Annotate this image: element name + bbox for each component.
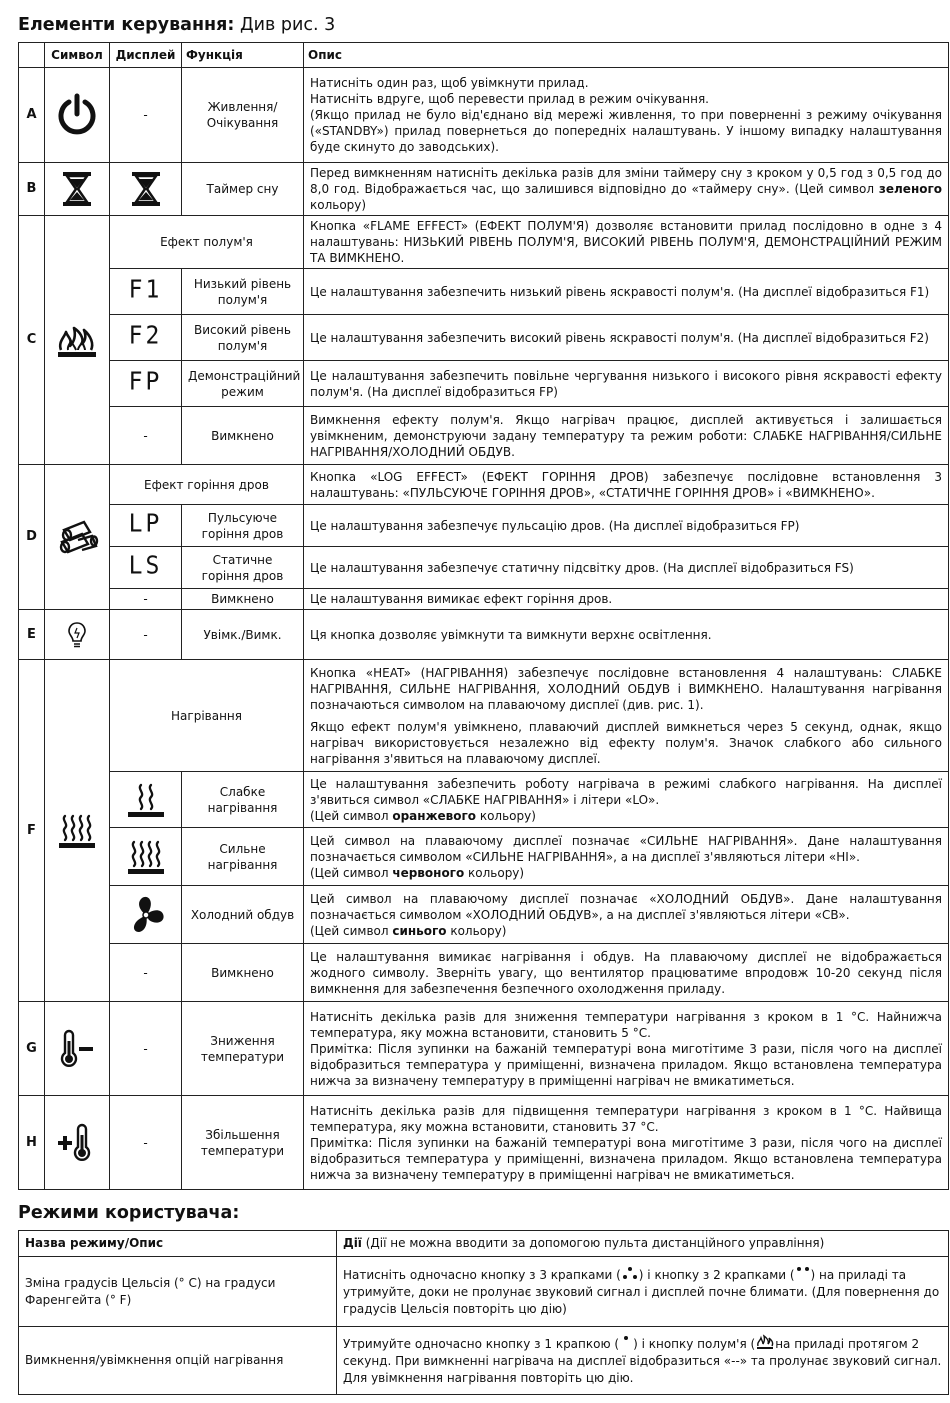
- display-cell: -: [110, 589, 182, 610]
- row-c-f2: [19, 315, 949, 361]
- modes-header-row: [19, 1231, 949, 1257]
- row-letter: F: [19, 660, 45, 1002]
- two-dots-icon: [795, 1265, 811, 1277]
- description-cell: Це налаштування забезпечить високий рівень яскравості полум'я. (На дисплеї відобразиться F2): [304, 315, 949, 361]
- desc-text: кольору): [464, 865, 525, 880]
- description-cell: Це налаштування забезпечить низький рівень яскравості полум'я. (На дисплеї відобразиться F1): [304, 269, 949, 315]
- display-cell: [110, 886, 182, 944]
- desc-line: Цей символ на плаваючому дисплеї позначає «СИЛЬНЕ НАГРІВАННЯ». Дане налаштування позначається символом «СИЛЬНЕ НАГРІВАННЯ», а на дисплеї з'являються літери «HI».: [310, 833, 942, 864]
- action-text: Натисніть одночасно кнопку з 3 крапками (: [343, 1268, 621, 1282]
- display-cell: [110, 772, 182, 828]
- description-cell: Ця кнопка дозволяє увімкнути та вимкнути верхнє освітлення.: [304, 610, 949, 660]
- description-cell: [304, 68, 949, 163]
- desc-text: кольору): [310, 198, 367, 212]
- description-cell: Кнопка «LOG EFFECT» (ЕФЕКТ ГОРІННЯ ДРОВ) забезпечує послідовне встановлення 3 налаштувань: «ПУЛЬСУЮЧЕ ГОРІННЯ ДРОВ», «СТАТИЧНЕ ГОРІННЯ ДРОВ» і «ВИМКНЕНО».: [304, 465, 949, 505]
- function-cell: Живлення/ Очікування: [182, 68, 304, 163]
- symbol-cell: [45, 610, 110, 660]
- row-letter: H: [19, 1096, 45, 1190]
- fan-icon: [126, 895, 166, 935]
- row-d-header: [19, 465, 949, 505]
- low-heat-icon: [124, 780, 168, 820]
- function-cell: Нагрівання: [110, 660, 304, 772]
- function-cell: Низький рівень полум'я: [182, 269, 304, 315]
- row-f-low: [19, 772, 949, 828]
- description-cell: Кнопка «FLAME EFFECT» (ЕФЕКТ ПОЛУМ'Я) дозволяє встановити прилад послідовно в одне з 4 налаштувань: НИЗЬКИЙ РІВЕНЬ ПОЛУМ'Я, ВИСОКИЙ РІВЕНЬ ПОЛУМ'Я, ДЕМОНСТРАЦІЙНИЙ РЕЖИМ ТА ВИМКНЕНО.: [304, 216, 949, 269]
- desc-text: (Цей символ: [310, 808, 393, 823]
- color-word-green: зеленого: [878, 182, 942, 196]
- symbol-cell: [45, 163, 110, 216]
- modes-header-name: Назва режиму/Опис: [19, 1231, 337, 1257]
- desc-line: Натисніть вдруге, щоб перевести прилад в режим очікування.: [310, 92, 709, 106]
- symbol-cell: [45, 660, 110, 1002]
- function-cell: Зниження температури: [182, 1002, 304, 1096]
- description-cell: [304, 886, 949, 944]
- desc-paragraph: Якщо ефект полум'я увімкнено, плаваючий дисплей вимкнеться через 5 секунд, однак, якщо нагрівач використовується незалежно від ефекту полум'я. Значок слабкого або сильного нагрівання з'явиться на плаваючому дисплеї.: [310, 719, 942, 766]
- row-h: [19, 1096, 949, 1190]
- function-cell: Статичне горіння дров: [182, 547, 304, 589]
- actions-note: (Дії не можна вводити за допомогою пульта дистанційного управління): [361, 1236, 825, 1250]
- color-word-red: червоного: [392, 865, 465, 880]
- controls-title-bold: Елементи керування:: [18, 15, 235, 35]
- desc-paragraph: Кнопка «HEAT» (НАГРІВАННЯ) забезпечує послідовне встановлення 4 налаштувань: СЛАБКЕ НАГРІВАННЯ, СИЛЬНЕ НАГРІВАННЯ, ХОЛОДНИЙ ОБДУВ і ВИМКНЕНО. Налаштування нагрівання позначаються символом на плаваючому дисплеї (див. рис. 1).: [310, 665, 942, 712]
- mode-name: Вимкнення/увімкнення опцій нагрівання: [19, 1327, 337, 1395]
- row-f-off: [19, 944, 949, 1002]
- row-d-off: [19, 589, 949, 610]
- desc-line: Це налаштування забезпечить роботу нагрівача в режимі слабкого нагрівання. На дисплеї з'явиться символ «СЛАБКЕ НАГРІВАННЯ» і літери «LO».: [310, 776, 942, 807]
- display-cell: [110, 547, 182, 589]
- symbol-cell: [45, 1002, 110, 1096]
- header-symbol: Символ: [45, 43, 110, 68]
- desc-text: кольору): [446, 923, 507, 938]
- modes-title: Режими користувача:: [18, 1203, 240, 1223]
- row-d-ls: [19, 547, 949, 589]
- action-text: ) і кнопку полум'я (: [633, 1337, 756, 1351]
- row-b: [19, 163, 949, 216]
- function-cell: Слабке нагрівання: [182, 772, 304, 828]
- symbol-cell: [45, 1096, 110, 1190]
- desc-text: (Цей символ: [310, 923, 393, 938]
- row-c-f1: [19, 269, 949, 315]
- row-e: [19, 610, 949, 660]
- row-letter: D: [19, 465, 45, 610]
- display-cell: [110, 361, 182, 407]
- controls-table: [18, 42, 949, 1190]
- description-cell: [304, 1002, 949, 1096]
- one-dot-icon: [619, 1334, 633, 1346]
- desc-text: кольору): [476, 808, 536, 823]
- row-f-cool: [19, 886, 949, 944]
- function-cell: Сильне нагрівання: [182, 828, 304, 886]
- symbol-cell: [45, 216, 110, 465]
- desc-line: [310, 808, 942, 824]
- row-letter: G: [19, 1002, 45, 1096]
- temperature-down-icon: [55, 1029, 99, 1069]
- row-letter: A: [19, 68, 45, 163]
- display-cell: -: [110, 944, 182, 1002]
- symbol-cell: [45, 465, 110, 610]
- function-cell: Пульсуюче горіння дров: [182, 505, 304, 547]
- row-f-header: [19, 660, 949, 772]
- controls-header-row: [19, 43, 949, 68]
- high-heat-icon: [124, 837, 168, 877]
- display-cell: [110, 163, 182, 216]
- function-cell: Ефект полум'я: [110, 216, 304, 269]
- display-cell: -: [110, 1096, 182, 1190]
- header-function: Функція: [182, 43, 304, 68]
- light-bulb-icon: [64, 620, 90, 650]
- temperature-up-icon: [55, 1123, 99, 1163]
- desc-line: Примітка: Після зупинки на бажаній температурі вона миготітиме 3 рази, після чого на дисплеї відобразиться температура у приміщенні, визначена приладом. Якщо встановлена температура нижча за визначену температуру в приміщенні нагрівач не вмикатиметься.: [310, 1041, 942, 1088]
- mode-name: Зміна градусів Цельсія (° С) на градуси Фаренгейта (° F): [19, 1257, 337, 1327]
- action-text: Утримуйте одночасно кнопку з 1 крапкою (: [343, 1337, 620, 1351]
- function-cell: Демонстраційний режим: [182, 361, 304, 407]
- hourglass-icon: [60, 170, 94, 208]
- desc-line: (Якщо прилад не було від'єднано від мережі живлення, то при поверненні з режиму очікування («STANDBY») прилад повернеться до попередніх налаштувань. У іншому випадку налаштування буде скинуто до заводських).: [310, 108, 942, 154]
- power-icon: [55, 93, 99, 137]
- description-cell: [304, 1096, 949, 1190]
- description-cell: Це налаштування вимикає нагрівання і обдув. На плаваючому дисплеї не відображається жодного символу. Зверніть увагу, що вентилятор працюватиме впродовж 10-20 секунд після вимкнення для забезпечення безпечного охолодження приладу.: [304, 944, 949, 1002]
- description-cell: Це налаштування забезпечить повільне чергування низького і високого рівня яскравості ефекту полум'я. (На дисплеї відобразиться FP): [304, 361, 949, 407]
- function-cell: Збільшення температури: [182, 1096, 304, 1190]
- display-cell: -: [110, 1002, 182, 1096]
- desc-line: Цей символ на плаваючому дисплеї позначає «ХОЛОДНИЙ ОБДУВ». Дане налаштування позначається символом «ХОЛОДНИЙ ОБДУВ», а на дисплеї з'являються літери «CB».: [310, 891, 942, 922]
- page: [18, 12, 948, 1395]
- function-cell: Ефект горіння дров: [110, 465, 304, 505]
- actions-label: Дії: [343, 1236, 362, 1250]
- modes-table: [18, 1230, 949, 1395]
- function-cell: Таймер сну: [182, 163, 304, 216]
- controls-title: [18, 12, 948, 42]
- row-c-fp: [19, 361, 949, 407]
- row-d-lp: [19, 505, 949, 547]
- row-c-header: [19, 216, 949, 269]
- mode-row: [19, 1257, 949, 1327]
- controls-title-rest: Див рис. 3: [234, 15, 336, 35]
- function-cell: Холодний обдув: [182, 886, 304, 944]
- display-code: LP: [128, 509, 163, 539]
- color-word-blue: синього: [392, 923, 447, 938]
- heat-icon: [56, 811, 98, 851]
- display-cell: [110, 269, 182, 315]
- display-cell: [110, 315, 182, 361]
- mode-actions: [337, 1327, 949, 1395]
- description-cell: Це налаштування забезпечує пульсацію дров. (На дисплеї відобразиться FP): [304, 505, 949, 547]
- desc-line: [310, 865, 942, 881]
- flame-icon: [54, 320, 100, 360]
- desc-line: Натисніть декілька разів для підвищення температури нагрівання з кроком в 1 °С. Найвища температура, яку можна встановити, становить 37 °С.: [310, 1103, 942, 1134]
- action-text: ) на приладі та утримуйте, доки не пролунає звуковий сигнал і дисплей почне блимати. (Для повернення до градусів Цельсія повторіть цю дію): [343, 1268, 940, 1316]
- desc-text: Перед вимкненням натисніть декілька разів для зміни таймеру сну з кроком у 0,5 год з 0,5 год до 8,0 год. Відображається час, що залишився відповідно до «таймеру сну». (Цей символ: [310, 166, 942, 196]
- description-cell: [304, 772, 949, 828]
- description-cell: [304, 828, 949, 886]
- description-cell: [304, 163, 949, 216]
- hourglass-display-icon: [129, 170, 163, 208]
- display-code: FP: [128, 367, 163, 397]
- display-code: F1: [128, 275, 163, 305]
- function-cell: Вимкнено: [182, 589, 304, 610]
- display-cell: [110, 505, 182, 547]
- display-code: F2: [128, 321, 163, 351]
- desc-line: [310, 923, 942, 939]
- desc-text: (Цей символ: [310, 865, 393, 880]
- function-cell: Вимкнено: [182, 407, 304, 465]
- description-cell: [304, 660, 949, 772]
- desc-line: Натисніть один раз, щоб увімкнути прилад.: [310, 76, 589, 90]
- function-cell: Високий рівень полум'я: [182, 315, 304, 361]
- row-c-off: [19, 407, 949, 465]
- display-cell: -: [110, 610, 182, 660]
- mode-row: [19, 1327, 949, 1395]
- header-display: Дисплей: [110, 43, 182, 68]
- description-cell: Це налаштування вимикає ефект горіння дров.: [304, 589, 949, 610]
- display-code: LS: [128, 551, 163, 581]
- display-cell: -: [110, 68, 182, 163]
- flame-small-icon: [755, 1334, 775, 1350]
- three-dots-icon: [621, 1266, 639, 1280]
- row-a: [19, 68, 949, 163]
- modes-header-actions: [337, 1231, 949, 1257]
- mode-actions: [337, 1257, 949, 1327]
- desc-line: Натисніть декілька разів для зниження температури нагрівання з кроком в 1 °С. Найнижча температура, яку можна встановити, становить 5 °С.: [310, 1009, 942, 1040]
- action-text: на приладі протягом 2 секунд. При вимкненні нагрівача на дисплеї відобразиться «--» та пролунає звуковий сигнал. Для увімкнення нагрівання повторіть цю дію.: [343, 1337, 942, 1385]
- desc-line: Примітка: Після зупинки на бажаній температурі вона миготітиме 3 рази, після чого на дисплеї відобразиться температура у приміщенні, визначена приладом. Якщо встановлена температура нижча за визначену температуру в приміщенні нагрівач не вмикатиметься.: [310, 1135, 942, 1182]
- symbol-cell: [45, 68, 110, 163]
- row-g: [19, 1002, 949, 1096]
- header-empty: [19, 43, 45, 68]
- row-letter: B: [19, 163, 45, 216]
- action-text: ) і кнопку з 2 крапками (: [638, 1268, 795, 1282]
- function-cell: Вимкнено: [182, 944, 304, 1002]
- row-letter: C: [19, 216, 45, 465]
- logs-icon: [54, 516, 100, 558]
- display-cell: -: [110, 407, 182, 465]
- header-description: Опис: [304, 43, 949, 68]
- function-cell: Увімк./Вимк.: [182, 610, 304, 660]
- display-cell: [110, 828, 182, 886]
- color-word-orange: оранжевого: [392, 808, 476, 823]
- description-cell: Вимкнення ефекту полум'я. Якщо нагрівач працює, дисплей активується і залишається увімкненим, демонструючи задану температуру та режим роботи: СЛАБКЕ НАГРІВАННЯ/СИЛЬНЕ НАГРІВАННЯ/ХОЛОДНИЙ ОБДУВ.: [304, 407, 949, 465]
- description-cell: Це налаштування забезпечує статичну підсвітку дров. (На дисплеї відобразиться FS): [304, 547, 949, 589]
- row-f-high: [19, 828, 949, 886]
- row-letter: E: [19, 610, 45, 660]
